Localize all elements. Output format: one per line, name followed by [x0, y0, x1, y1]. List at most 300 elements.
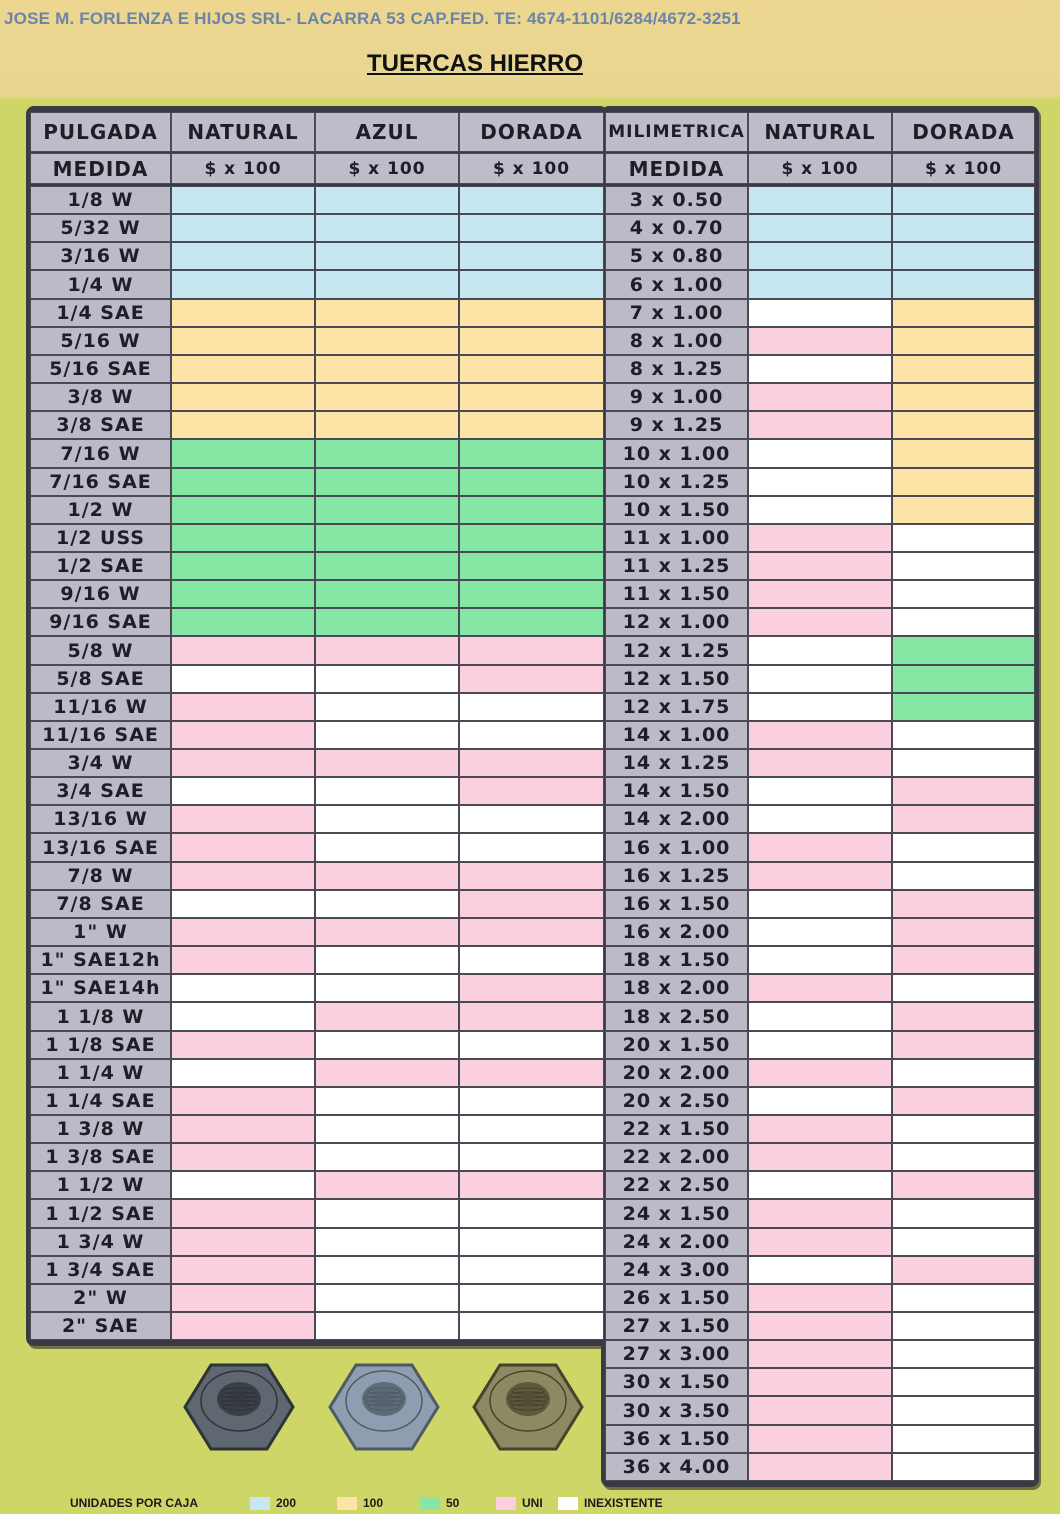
availability-cell-none [892, 1143, 1035, 1171]
availability-cell-200 [748, 270, 892, 299]
availability-cell-200 [459, 242, 604, 270]
availability-cell-uni [315, 1171, 459, 1199]
availability-cell-50 [315, 552, 459, 580]
legend-label: 200 [276, 1496, 297, 1510]
availability-cell-uni [171, 1087, 315, 1115]
row-label: 3/8 W [30, 383, 171, 411]
availability-cell-none [892, 552, 1035, 580]
availability-cell-100 [315, 383, 459, 411]
left_table-header-0: PULGADA [30, 112, 171, 152]
row-label: 5/16 SAE [30, 355, 171, 383]
availability-cell-50 [171, 468, 315, 496]
legend-title [70, 1496, 198, 1510]
availability-cell-50 [171, 496, 315, 524]
availability-cell-200 [748, 214, 892, 242]
legend-item-100 [337, 1496, 383, 1510]
availability-cell-uni [892, 1031, 1035, 1059]
availability-cell-uni [459, 1059, 604, 1087]
availability-cell-uni [748, 1143, 892, 1171]
legend-swatch [558, 1497, 578, 1510]
availability-cell-none [892, 1115, 1035, 1143]
row-label: 2" W [30, 1284, 171, 1312]
row-label: 1/4 SAE [30, 299, 171, 327]
availability-cell-50 [892, 665, 1035, 693]
availability-cell-50 [171, 552, 315, 580]
row-label: 1/4 W [30, 270, 171, 299]
availability-cell-50 [171, 439, 315, 468]
row-label: 10 x 1.00 [605, 439, 748, 468]
availability-cell-uni [748, 1115, 892, 1143]
left_table-subheader-2: $ x 100 [315, 153, 459, 184]
availability-cell-none [315, 974, 459, 1002]
availability-cell-uni [171, 1312, 315, 1340]
availability-cell-100 [171, 355, 315, 383]
availability-cell-100 [892, 468, 1035, 496]
availability-cell-none [748, 665, 892, 693]
availability-cell-none [748, 468, 892, 496]
gold-nut-image [472, 1357, 584, 1457]
availability-cell-50 [315, 496, 459, 524]
availability-cell-200 [171, 186, 315, 214]
availability-cell-uni [892, 1256, 1035, 1284]
availability-cell-uni [748, 1284, 892, 1312]
availability-cell-uni [171, 1031, 315, 1059]
row-label: 1 3/8 SAE [30, 1143, 171, 1171]
availability-cell-uni [748, 608, 892, 636]
availability-cell-uni [171, 918, 315, 946]
row-label: 12 x 1.25 [605, 636, 748, 665]
availability-cell-50 [315, 439, 459, 468]
availability-cell-200 [892, 214, 1035, 242]
row-label: 1 3/4 W [30, 1228, 171, 1256]
availability-cell-uni [892, 1171, 1035, 1199]
availability-cell-none [892, 974, 1035, 1002]
availability-cell-100 [171, 327, 315, 355]
availability-cell-none [459, 1087, 604, 1115]
availability-cell-none [892, 1199, 1035, 1228]
left_table-subheader-3: $ x 100 [459, 153, 604, 184]
availability-cell-none [171, 777, 315, 805]
availability-cell-uni [892, 890, 1035, 918]
availability-cell-uni [748, 862, 892, 890]
availability-cell-50 [171, 524, 315, 552]
availability-cell-uni [748, 1059, 892, 1087]
availability-cell-none [315, 777, 459, 805]
availability-cell-none [459, 1256, 604, 1284]
row-label: 10 x 1.25 [605, 468, 748, 496]
availability-cell-100 [892, 383, 1035, 411]
availability-cell-uni [892, 805, 1035, 833]
availability-cell-none [459, 1143, 604, 1171]
availability-cell-uni [459, 665, 604, 693]
availability-cell-100 [171, 411, 315, 439]
right_table-header-2: DORADA [892, 112, 1035, 152]
row-label: 20 x 2.50 [605, 1087, 748, 1115]
availability-cell-uni [459, 974, 604, 1002]
availability-cell-200 [459, 270, 604, 299]
availability-cell-none [171, 1171, 315, 1199]
availability-cell-none [315, 1312, 459, 1340]
row-label: 22 x 2.00 [605, 1143, 748, 1171]
row-label: 3/4 SAE [30, 777, 171, 805]
availability-cell-uni [748, 552, 892, 580]
availability-cell-100 [892, 496, 1035, 524]
legend-swatch [496, 1497, 516, 1510]
availability-cell-uni [748, 749, 892, 777]
row-label: 12 x 1.50 [605, 665, 748, 693]
legend-swatch [337, 1497, 357, 1510]
availability-cell-none [315, 693, 459, 721]
availability-cell-uni [459, 890, 604, 918]
availability-cell-200 [315, 214, 459, 242]
availability-cell-200 [171, 214, 315, 242]
availability-cell-uni [171, 1199, 315, 1228]
right_table-subheader-2: $ x 100 [892, 153, 1035, 184]
availability-cell-50 [459, 552, 604, 580]
availability-cell-uni [892, 1087, 1035, 1115]
availability-cell-none [748, 1171, 892, 1199]
availability-cell-200 [459, 186, 604, 214]
row-label: 14 x 1.50 [605, 777, 748, 805]
availability-cell-200 [748, 186, 892, 214]
row-label: 30 x 3.50 [605, 1396, 748, 1425]
availability-cell-100 [892, 355, 1035, 383]
availability-cell-uni [171, 693, 315, 721]
availability-cell-uni [459, 749, 604, 777]
availability-cell-100 [171, 383, 315, 411]
row-label: 1/2 W [30, 496, 171, 524]
row-label: 24 x 2.00 [605, 1228, 748, 1256]
availability-cell-none [892, 1228, 1035, 1256]
availability-cell-none [748, 693, 892, 721]
row-label: 26 x 1.50 [605, 1284, 748, 1312]
row-label: 1" W [30, 918, 171, 946]
row-label: 11 x 1.00 [605, 524, 748, 552]
availability-cell-uni [171, 1256, 315, 1284]
availability-cell-none [171, 890, 315, 918]
availability-cell-uni [459, 636, 604, 665]
row-label: 3/4 W [30, 749, 171, 777]
availability-cell-uni [748, 580, 892, 608]
availability-cell-100 [892, 299, 1035, 327]
page-title: TUERCAS HIERRO [367, 50, 584, 77]
availability-cell-none [315, 833, 459, 862]
availability-cell-uni [748, 327, 892, 355]
legend-item-200 [250, 1496, 296, 1510]
availability-cell-50 [892, 693, 1035, 721]
availability-cell-uni [892, 1002, 1035, 1031]
availability-cell-none [892, 1368, 1035, 1396]
row-label: 1 1/2 W [30, 1171, 171, 1199]
row-label: 4 x 0.70 [605, 214, 748, 242]
legend-item-50 [420, 1496, 459, 1510]
availability-cell-none [892, 608, 1035, 636]
availability-cell-uni [171, 862, 315, 890]
availability-cell-none [459, 1312, 604, 1340]
row-label: 11 x 1.50 [605, 580, 748, 608]
availability-cell-uni [171, 749, 315, 777]
availability-cell-none [892, 1059, 1035, 1087]
row-label: 7/16 SAE [30, 468, 171, 496]
availability-cell-none [892, 833, 1035, 862]
availability-cell-none [315, 946, 459, 974]
row-label: 1 1/8 SAE [30, 1031, 171, 1059]
row-label: 22 x 1.50 [605, 1115, 748, 1143]
row-label: 27 x 1.50 [605, 1312, 748, 1340]
availability-cell-none [459, 1031, 604, 1059]
availability-cell-100 [315, 355, 459, 383]
availability-cell-none [892, 1284, 1035, 1312]
availability-cell-uni [748, 411, 892, 439]
right_table-header-0: MILIMETRICA [605, 112, 748, 152]
row-label: 1 3/8 W [30, 1115, 171, 1143]
row-label: 3/16 W [30, 242, 171, 270]
availability-cell-none [892, 580, 1035, 608]
row-label: 13/16 W [30, 805, 171, 833]
availability-cell-100 [315, 299, 459, 327]
availability-cell-50 [459, 468, 604, 496]
availability-cell-uni [748, 721, 892, 749]
row-label: 14 x 1.00 [605, 721, 748, 749]
availability-cell-none [748, 890, 892, 918]
availability-cell-200 [171, 270, 315, 299]
row-label: 14 x 2.00 [605, 805, 748, 833]
availability-cell-100 [171, 299, 315, 327]
availability-cell-50 [459, 580, 604, 608]
row-label: 1 1/4 W [30, 1059, 171, 1087]
availability-cell-uni [315, 1002, 459, 1031]
availability-cell-50 [459, 496, 604, 524]
availability-cell-uni [892, 946, 1035, 974]
row-label: 1" SAE14h [30, 974, 171, 1002]
left_table-header-3: DORADA [459, 112, 604, 152]
availability-cell-uni [171, 805, 315, 833]
availability-cell-100 [315, 327, 459, 355]
availability-cell-uni [459, 777, 604, 805]
availability-cell-uni [315, 862, 459, 890]
row-label: 3 x 0.50 [605, 186, 748, 214]
row-label: 20 x 2.00 [605, 1059, 748, 1087]
row-label: 18 x 2.50 [605, 1002, 748, 1031]
availability-cell-uni [748, 974, 892, 1002]
right_table-subheader-1: $ x 100 [748, 153, 892, 184]
row-label: 18 x 1.50 [605, 946, 748, 974]
row-label: 1 1/8 W [30, 1002, 171, 1031]
availability-cell-uni [748, 1425, 892, 1453]
row-label: 5/8 SAE [30, 665, 171, 693]
availability-cell-none [459, 693, 604, 721]
availability-cell-100 [892, 327, 1035, 355]
availability-cell-100 [459, 383, 604, 411]
right_table-header-1: NATURAL [748, 112, 892, 152]
row-label: 1 1/4 SAE [30, 1087, 171, 1115]
availability-cell-none [315, 1031, 459, 1059]
availability-cell-none [315, 1284, 459, 1312]
availability-cell-100 [459, 299, 604, 327]
availability-cell-none [748, 946, 892, 974]
availability-cell-uni [459, 862, 604, 890]
row-label: 5/8 W [30, 636, 171, 665]
availability-cell-none [171, 1059, 315, 1087]
legend-label: UNI [522, 1496, 543, 1510]
availability-cell-none [315, 1115, 459, 1143]
row-label: 7/8 W [30, 862, 171, 890]
row-label: 1/2 USS [30, 524, 171, 552]
availability-cell-uni [748, 1199, 892, 1228]
availability-cell-200 [892, 186, 1035, 214]
row-label: 9 x 1.25 [605, 411, 748, 439]
row-label: 12 x 1.00 [605, 608, 748, 636]
availability-cell-100 [459, 327, 604, 355]
row-label: 7/8 SAE [30, 890, 171, 918]
row-label: 8 x 1.25 [605, 355, 748, 383]
availability-cell-none [892, 721, 1035, 749]
availability-cell-uni [748, 1453, 892, 1481]
availability-cell-uni [315, 636, 459, 665]
availability-cell-none [315, 1143, 459, 1171]
availability-cell-none [459, 1284, 604, 1312]
natural-nut-image [183, 1357, 295, 1457]
row-label: 11/16 SAE [30, 721, 171, 749]
row-label: 3/8 SAE [30, 411, 171, 439]
availability-cell-uni [171, 833, 315, 862]
availability-cell-uni [748, 1396, 892, 1425]
availability-cell-none [748, 777, 892, 805]
row-label: 5/16 W [30, 327, 171, 355]
availability-cell-50 [315, 580, 459, 608]
row-label: 7/16 W [30, 439, 171, 468]
availability-cell-none [748, 1002, 892, 1031]
availability-cell-uni [171, 1115, 315, 1143]
availability-cell-uni [748, 524, 892, 552]
availability-cell-none [459, 946, 604, 974]
row-label: 1 1/2 SAE [30, 1199, 171, 1228]
row-label: 16 x 1.25 [605, 862, 748, 890]
availability-cell-none [748, 355, 892, 383]
left_table-subheader-1: $ x 100 [171, 153, 315, 184]
legend-label: INEXISTENTE [584, 1496, 663, 1510]
row-label: 10 x 1.50 [605, 496, 748, 524]
availability-cell-200 [892, 242, 1035, 270]
availability-cell-100 [459, 355, 604, 383]
availability-cell-uni [459, 1002, 604, 1031]
row-label: 6 x 1.00 [605, 270, 748, 299]
row-label: 9/16 W [30, 580, 171, 608]
row-label: 11 x 1.25 [605, 552, 748, 580]
availability-cell-50 [315, 524, 459, 552]
legend [0, 1494, 1060, 1512]
availability-cell-none [748, 636, 892, 665]
row-label: 14 x 1.25 [605, 749, 748, 777]
row-label: 24 x 3.00 [605, 1256, 748, 1284]
row-label: 16 x 1.50 [605, 890, 748, 918]
right_table-subheader-0: MEDIDA [605, 153, 748, 184]
availability-cell-50 [459, 608, 604, 636]
availability-cell-uni [171, 946, 315, 974]
availability-cell-none [892, 524, 1035, 552]
row-label: 11/16 W [30, 693, 171, 721]
legend-label: 100 [363, 1496, 384, 1510]
availability-cell-none [315, 890, 459, 918]
availability-cell-none [892, 1312, 1035, 1340]
availability-cell-uni [171, 636, 315, 665]
row-label: 13/16 SAE [30, 833, 171, 862]
availability-cell-uni [748, 1228, 892, 1256]
availability-cell-none [748, 1031, 892, 1059]
legend-item-uni [496, 1496, 543, 1510]
availability-cell-none [315, 805, 459, 833]
availability-cell-none [459, 833, 604, 862]
left_table-header-1: NATURAL [171, 112, 315, 152]
availability-cell-50 [892, 636, 1035, 665]
row-label: 1" SAE12h [30, 946, 171, 974]
availability-cell-uni [892, 777, 1035, 805]
availability-cell-none [748, 299, 892, 327]
availability-cell-none [315, 1256, 459, 1284]
availability-cell-uni [315, 1059, 459, 1087]
row-label: 1 3/4 SAE [30, 1256, 171, 1284]
availability-cell-200 [459, 214, 604, 242]
legend-title-text: UNIDADES POR CAJA [70, 1496, 199, 1510]
availability-cell-50 [315, 608, 459, 636]
row-label: 24 x 1.50 [605, 1199, 748, 1228]
row-label: 18 x 2.00 [605, 974, 748, 1002]
availability-cell-uni [171, 721, 315, 749]
row-label: 7 x 1.00 [605, 299, 748, 327]
availability-cell-uni [748, 383, 892, 411]
availability-cell-uni [748, 1312, 892, 1340]
availability-cell-none [748, 918, 892, 946]
row-label: 16 x 1.00 [605, 833, 748, 862]
row-label: 9/16 SAE [30, 608, 171, 636]
availability-cell-none [748, 1256, 892, 1284]
company-header: JOSE M. FORLENZA E HIJOS SRL- LACARRA 53 CAP.FED. TE: 4674-1101/6284/4672-3251 [4, 9, 741, 28]
availability-cell-50 [459, 524, 604, 552]
row-label: 1/2 SAE [30, 552, 171, 580]
availability-cell-none [748, 805, 892, 833]
availability-cell-50 [171, 580, 315, 608]
availability-cell-none [892, 1396, 1035, 1425]
availability-cell-uni [315, 749, 459, 777]
row-label: 9 x 1.00 [605, 383, 748, 411]
availability-cell-none [459, 1228, 604, 1256]
availability-cell-none [748, 439, 892, 468]
availability-cell-none [748, 1087, 892, 1115]
legend-label: 50 [446, 1496, 460, 1510]
availability-cell-none [459, 721, 604, 749]
availability-cell-none [315, 721, 459, 749]
blue-nut-image [328, 1357, 440, 1457]
legend-swatch [250, 1497, 270, 1510]
legend-item-inexistente [558, 1496, 663, 1510]
row-label: 36 x 1.50 [605, 1425, 748, 1453]
availability-cell-none [171, 665, 315, 693]
availability-cell-uni [171, 1143, 315, 1171]
availability-cell-none [748, 496, 892, 524]
availability-cell-none [892, 1425, 1035, 1453]
availability-cell-none [892, 1340, 1035, 1368]
availability-cell-none [459, 1115, 604, 1143]
availability-cell-200 [171, 242, 315, 270]
availability-cell-uni [748, 1368, 892, 1396]
row-label: 22 x 2.50 [605, 1171, 748, 1199]
availability-cell-uni [315, 918, 459, 946]
availability-cell-none [315, 665, 459, 693]
availability-cell-none [459, 805, 604, 833]
availability-cell-200 [315, 270, 459, 299]
availability-cell-none [315, 1199, 459, 1228]
availability-cell-uni [459, 1171, 604, 1199]
